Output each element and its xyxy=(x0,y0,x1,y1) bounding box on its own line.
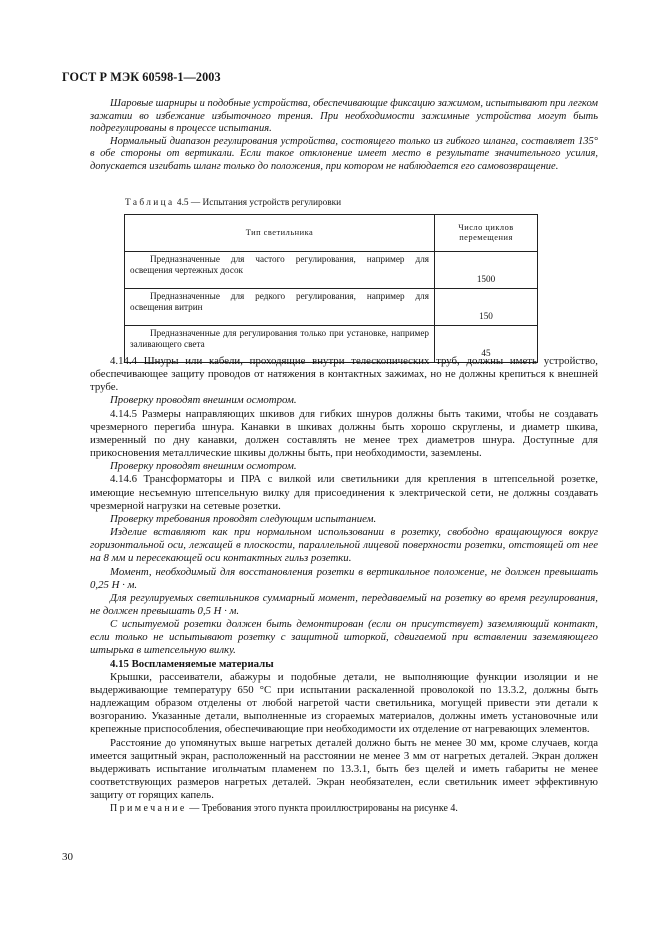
note-word: Примечание xyxy=(110,803,187,815)
check-note-3: Проверку требования проводят следующим испытанием. xyxy=(110,512,377,525)
intro-block xyxy=(90,98,598,173)
table-cell-type: Предназначенные для частого регулирования, например для освещения чертежных досок xyxy=(125,252,435,289)
clause-4-15-paragraph-2: Расстояние до упомянутых выше нагретых деталей должно быть не менее 30 мм, кроме случаев, когда имеется защитный экран, расположенный на расстоянии не менее 3 мм от нагретых деталей. Экран должен выдерживать испытание игольчатым пламенем по 13.3.1, быть без щелей и иметь габариты не менее соответствующих размеров нагретых деталей. Экран необязателен, если светильник имеет эффективную защиту от горящих капель. xyxy=(90,736,598,802)
table-row xyxy=(125,252,538,289)
table-header-type: Тип светильника xyxy=(125,215,435,252)
test-adjust-paragraph: Для регулируемых светильников суммарный момент, передаваемый на розетку во время регулирования, не должен превышать 0,5 Н · м. xyxy=(90,591,598,617)
table-cell-cycles: 150 xyxy=(435,289,538,326)
intro-paragraph-1: Шаровые шарниры и подобные устройства, обеспечивающие фиксацию зажимом, испытывают при легком зажатии во избежание избыточного трения. При необходимости зажимные устройства могут быть подрегулированы в процессе испытания. xyxy=(90,98,598,135)
test-earth-paragraph: С испытуемой розетки должен быть демонтирован (если он присутствует) заземляющий контакт, если только не испытывают розетку с защитной шторкой, сдвигаемой при вставлении заземляющего штырька в штепсельную вилку. xyxy=(90,618,598,657)
note-text: — Требования этого пункта проиллюстрированы на рисунке 4. xyxy=(186,803,458,815)
table-caption xyxy=(125,198,341,208)
section-heading-4-15: 4.15 Воспламеняемые материалы xyxy=(110,657,274,670)
clause-4-14-5: 4.14.5 Размеры направляющих шкивов для гибких шнуров должны быть такими, чтобы не создавать чрезмерного перегиба шнура. Канавки в шкивах должны быть хорошо скруглены, и диаметр шкива, измеренный по дну канавки, должен составлять не менее трех диаметров шнура. Доступные для прикосновения металлические шкивы должны быть, при необходимости, заземлены. xyxy=(90,407,598,460)
table-cell-type: Предназначенные для редкого регулирования, например для освещения витрин xyxy=(125,289,435,326)
test-moment-paragraph: Момент, необходимый для восстановления розетки в вертикальное положение, не должен превышать 0,25 Н · м. xyxy=(90,565,598,591)
document-header: ГОСТ Р МЭК 60598-1—2003 xyxy=(62,70,221,84)
table-header-row xyxy=(125,215,538,252)
clause-4-14-4: 4.14.4 Шнуры или кабели, проходящие внутри телескопических труб, должны иметь устройство, обеспечивающее защиту проводов от натяжения в контактных зажимах, но не должны крепиться к внешней трубе. xyxy=(90,355,598,394)
main-text xyxy=(90,355,598,815)
note-paragraph xyxy=(90,802,598,815)
check-note-1: Проверку проводят внешним осмотром. xyxy=(110,394,297,407)
table-cell-type: Предназначенные для регулирования только при установке, например заливающего света xyxy=(125,326,435,363)
page-number: 30 xyxy=(62,851,73,863)
test-insert-paragraph: Изделие вставляют как при нормальном использовании в розетку, свободно вращающуюся вокруг горизонтальной оси, лежащей в плоскости, параллельной лицевой поверхности розетки, отстоящей от нее на 8 мм и пересекающей оси контактных гильз розетки. xyxy=(90,526,598,565)
table-cell-cycles: 45 xyxy=(435,326,538,363)
table-caption-word: Таблица xyxy=(125,198,175,208)
table-caption-text: 4.5 — Испытания устройств регулировки xyxy=(174,198,342,208)
intro-paragraph-2: Нормальный диапазон регулирования устройства, состоящего только из гибкого шланга, составляет 135° в обе стороны от вертикали. Если такое отклонение имеет место в результате значительного усилия, допускается изгибать шланг только до положения, при котором не наблюдается его самовозвращение. xyxy=(90,135,598,172)
clause-4-14-6: 4.14.6 Трансформаторы и ПРА с вилкой или светильники для крепления в штепсельной розетке, имеющие несъемную штепсельную вилку для присоединения к электрической сети, не должны создавать чрезмерной нагрузки на сетевые розетки. xyxy=(90,473,598,512)
table-header-cycles: Число циклов перемещения xyxy=(435,215,538,252)
table-cell-cycles: 1500 xyxy=(435,252,538,289)
table-row xyxy=(125,289,538,326)
check-note-2: Проверку проводят внешним осмотром. xyxy=(110,460,297,473)
clause-4-15-paragraph-1: Крышки, рассеиватели, абажуры и подобные детали, не выполняющие функции изоляции и не выдерживающие температуру 650 °С при испытании раскаленной проволокой по 13.3.2, должны быть надлежащим образом отделены от любой нагретой части светильника, могущей привести эти детали к возгоранию. Указанные детали, выполненные из сгораемых материалов, должны иметь установочные или крепежные приспособления, обеспечивающие при необходимости их отделение от нагревающих элементов. xyxy=(90,670,598,736)
adjustment-test-table xyxy=(124,214,538,363)
